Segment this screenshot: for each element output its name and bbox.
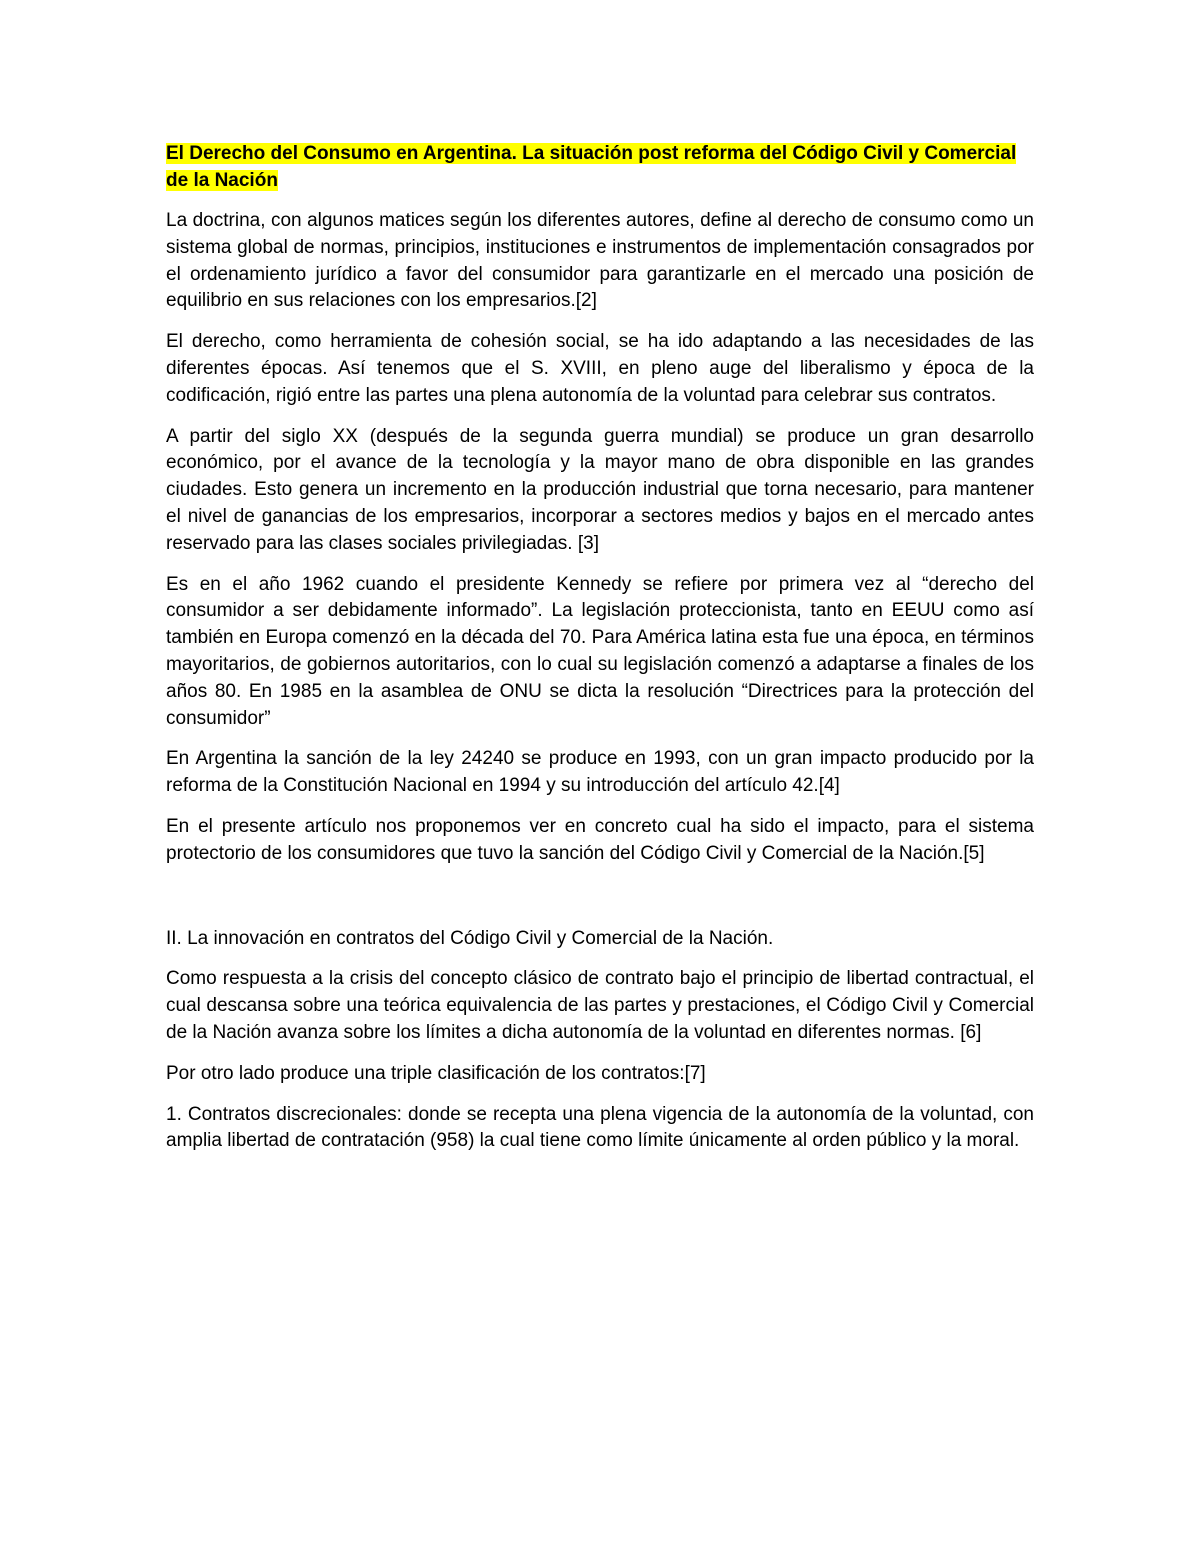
section-heading: II. La innovación en contratos del Código Civil y Comercial de la Nación. [166,927,774,949]
paragraph-kennedy-1962: Es en el año 1962 cuando el presidente Kennedy se refiere por primera vez al “derecho del consumidor a ser debidamente informado”. La legislación proteccionista, tanto en EEUU como así también en Europa comenzó en la década del 70. Para América latina esta fue una época, en términos mayoritarios, de gobiernos autoritarios, con lo cual su legislación comenzó a adaptarse a finales de los años 80. En 1985 en la asamblea de ONU se dicta la resolución “Directrices para la protección del consumidor” [166,573,1034,729]
paragraph-contratos-discrecionales: 1. Contratos discrecionales: donde se recepta una plena vigencia de la autonomía de la voluntad, con amplia libertad de contratación (958) la cual tiene como límite únicamente al orden público y la moral. [166,1103,1034,1152]
paragraph-triple-clasificacion: Por otro lado produce una triple clasificación de los contratos:[7] [166,1062,706,1084]
title-highlight: El Derecho del Consumo en Argentina. La situación post reforma del Código Civil y Comercial de la Nación [166,143,1017,191]
document-title [166,140,1034,194]
paragraph-crisis-contrato: Como respuesta a la crisis del concepto clásico de contrato bajo el principio de libertad contractual, el cual descansa sobre una teórica equivalencia de las partes y prestaciones, el Código Civil y Comercial de la Nación avanza sobre los límites a dicha autonomía de la voluntad en diferentes normas. [6] [166,968,1034,1043]
paragraph-presente-articulo: En el presente artículo nos proponemos ver en concreto cual ha sido el impacto, para el sistema protectorio de los consumidores que tuvo la sanción del Código Civil y Comercial de la Nación.[5] [166,815,1034,864]
paragraph-siglo-xx: A partir del siglo XX (después de la segunda guerra mundial) se produce un gran desarrollo económico, por el avance de la tecnología y la mayor mano de obra disponible en las grandes ciudades. Esto genera un incremento en la producción industrial que torna necesario, para mantener el nivel de ganancias de los empresarios, incorporar a sectores medios y bajos en el mercado antes reservado para las clases sociales privilegiadas. [3] [166,425,1034,554]
document-body [166,140,1034,1169]
paragraph-doctrina: La doctrina, con algunos matices según los diferentes autores, define al derecho de consumo como un sistema global de normas, principios, instituciones e instrumentos de implementación consagrados por el ordenamiento jurídico a favor del consumidor para garantizarle en el mercado una posición de equilibrio en sus relaciones con los empresarios.[2] [166,210,1034,312]
section-spacer [166,882,1034,926]
paragraph-derecho-cohesion: El derecho, como herramienta de cohesión social, se ha ido adaptando a las necesidades de las diferentes épocas. Así tenemos que el S. XVIII, en pleno auge del liberalismo y época de la codificación, rigió entre las partes una plena autonomía de la voluntad para celebrar sus contratos. [166,331,1034,406]
paragraph-ley-24240: En Argentina la sanción de la ley 24240 se produce en 1993, con un gran impacto producido por la reforma de la Constitución Nacional en 1994 y su introducción del artículo 42.[4] [166,748,1034,797]
